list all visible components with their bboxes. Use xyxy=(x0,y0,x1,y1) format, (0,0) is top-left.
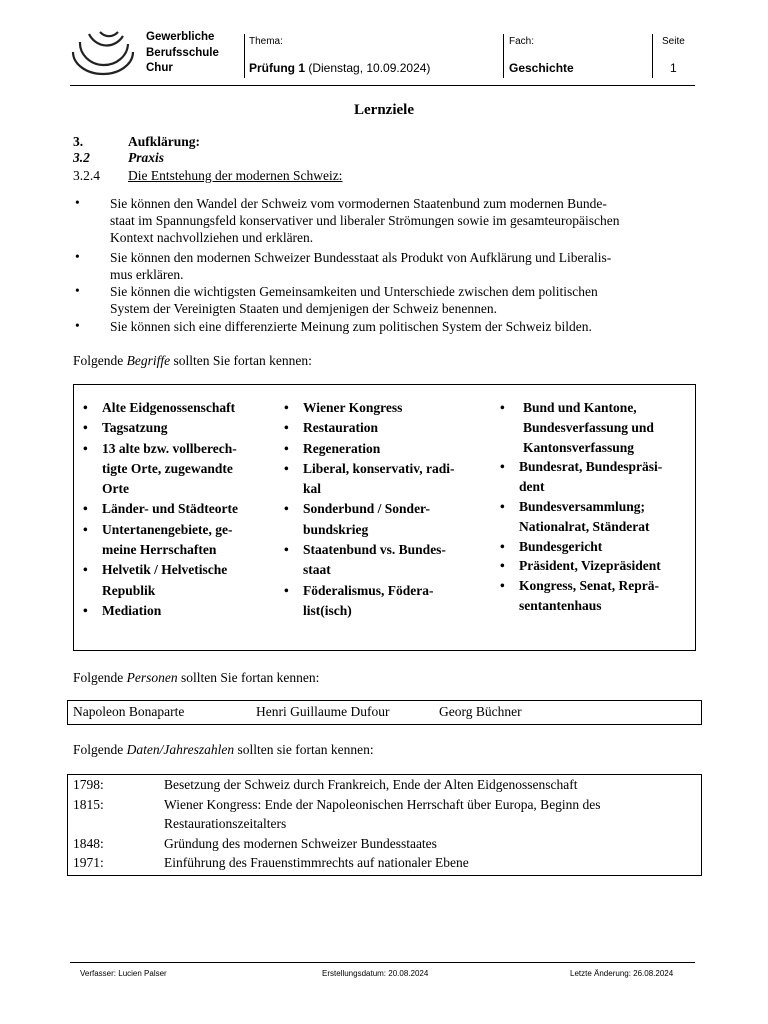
date-event: Wiener Kongress: Ende der Napoleonischen Herrschaft über Europa, Beginn des Restaurationszeitalters xyxy=(164,797,601,831)
footer-created: Erstellungsdatum: 20.08.2024 xyxy=(322,969,429,978)
fach-label: Fach: xyxy=(509,36,535,47)
header-divider xyxy=(503,34,504,78)
objective-item: Sie können sich eine differenzierte Meinung zum politischen System der Schweiz bilden. xyxy=(110,319,592,334)
school-name: Gewerbliche Berufsschule Chur xyxy=(146,31,219,74)
date-event: Gründung des modernen Schweizer Bundesstaates xyxy=(164,836,437,851)
subsubsection-title: Die Entstehung der modernen Schweiz: xyxy=(128,168,343,183)
thema-value: Prüfung 1 (Dienstag, 10.09.2024) xyxy=(249,61,431,75)
person-name: Georg Büchner xyxy=(439,704,522,719)
begriff-item: • 13 alte bzw. vollberech- tigte Orte, zugewandte Orte xyxy=(80,439,280,500)
date-event: Einführung des Frauenstimmrechts auf nationaler Ebene xyxy=(164,855,469,870)
objective-item: Sie können den modernen Schweizer Bundesstaat als Produkt von Aufklärung und Liberalis- mus erklären. xyxy=(110,250,612,282)
begriff-item: • Kongress, Senat, Reprä- sentantenhaus xyxy=(497,576,693,616)
begriff-item: • Länder- und Städteorte xyxy=(80,499,280,519)
header-rule xyxy=(70,85,695,86)
bullet-icon: • xyxy=(75,318,80,333)
subsection-number: 3.2 xyxy=(73,150,90,165)
begriff-item: • Bundesrat, Bundespräsi- dent xyxy=(497,457,693,497)
person-name: Napoleon Bonaparte xyxy=(73,704,185,719)
section-title: Aufklärung: xyxy=(128,134,201,149)
subsubsection-number: 3.2.4 xyxy=(73,168,100,183)
objective-item: Sie können den Wandel der Schweiz vom vormodernen Staatenbund zum modernen Bunde- staat im Spannungsfeld konservativer und liberaler Strömungen sowie im gesamteuropäischen Kontext nachvollziehen und erklären. xyxy=(110,196,620,245)
begriff-item: • Wiener Kongress xyxy=(281,398,486,418)
date-year: 1971: xyxy=(73,855,104,870)
fach-value: Geschichte xyxy=(509,61,574,75)
seite-value: 1 xyxy=(670,61,677,75)
bullet-icon: • xyxy=(75,283,80,298)
daten-intro: Folgende Daten/Jahreszahlen sollten sie fortan kennen: xyxy=(73,742,374,757)
begriff-item: • Helvetik / Helvetische Republik xyxy=(80,560,280,601)
date-year: 1798: xyxy=(73,777,104,792)
page-title: Lernziele xyxy=(354,102,414,118)
header-divider xyxy=(652,34,653,78)
begriff-item: • Tagsatzung xyxy=(80,418,280,438)
begriff-item: • Bundesversammlung; Nationalrat, Ständerat xyxy=(497,497,693,537)
section-number: 3. xyxy=(73,134,84,149)
begriff-item: • Alte Eidgenossenschaft xyxy=(80,398,280,418)
begriff-item: • Liberal, konservativ, radi- kal xyxy=(281,459,486,500)
begriff-item: • Föderalismus, Födera- list(isch) xyxy=(281,581,486,622)
footer-modified: Letzte Änderung: 26.08.2024 xyxy=(570,969,674,978)
date-year: 1848: xyxy=(73,836,104,851)
person-name: Henri Guillaume Dufour xyxy=(256,704,390,719)
header-divider xyxy=(244,34,245,78)
begriffe-column xyxy=(281,398,486,621)
thema-label: Thema: xyxy=(249,36,283,47)
date-year: 1815: xyxy=(73,797,104,812)
footer-rule xyxy=(70,962,695,963)
subsection-title: Praxis xyxy=(128,150,165,165)
begriff-item: • Restauration xyxy=(281,418,486,438)
begriff-item: • Mediation xyxy=(80,601,280,621)
begriffe-column xyxy=(497,398,693,616)
begriffe-column xyxy=(80,398,280,621)
seite-label: Seite xyxy=(662,36,685,47)
begriff-item: • Sonderbund / Sonder- bundskrieg xyxy=(281,499,486,540)
bullet-icon: • xyxy=(75,195,80,210)
begriff-item: • Untertanengebiete, ge- meine Herrschaften xyxy=(80,520,280,561)
begriff-item: • Regeneration xyxy=(281,439,486,459)
objective-item: Sie können die wichtigsten Gemeinsamkeiten und Unterschiede zwischen dem politischen System der Vereinigten Staaten und demjenigen der Schweiz benennen. xyxy=(110,284,598,316)
date-event: Besetzung der Schweiz durch Frankreich, Ende der Alten Eidgenossenschaft xyxy=(164,777,578,792)
bullet-icon: • xyxy=(75,249,80,264)
begriff-item: • Präsident, Vizepräsident xyxy=(497,556,693,576)
begriff-item: • Staatenbund vs. Bundes- staat xyxy=(281,540,486,581)
begriffe-intro: Folgende Begriffe sollten Sie fortan kennen: xyxy=(73,353,312,368)
personen-intro: Folgende Personen sollten Sie fortan kennen: xyxy=(73,670,320,685)
school-logo-icon xyxy=(70,30,140,76)
begriff-item: • Bundesgericht xyxy=(497,537,693,557)
footer-author: Verfasser: Lucien Palser xyxy=(80,969,167,978)
begriff-item: • Bund und Kantone, Bundesverfassung und Kantonsverfassung xyxy=(497,398,693,457)
